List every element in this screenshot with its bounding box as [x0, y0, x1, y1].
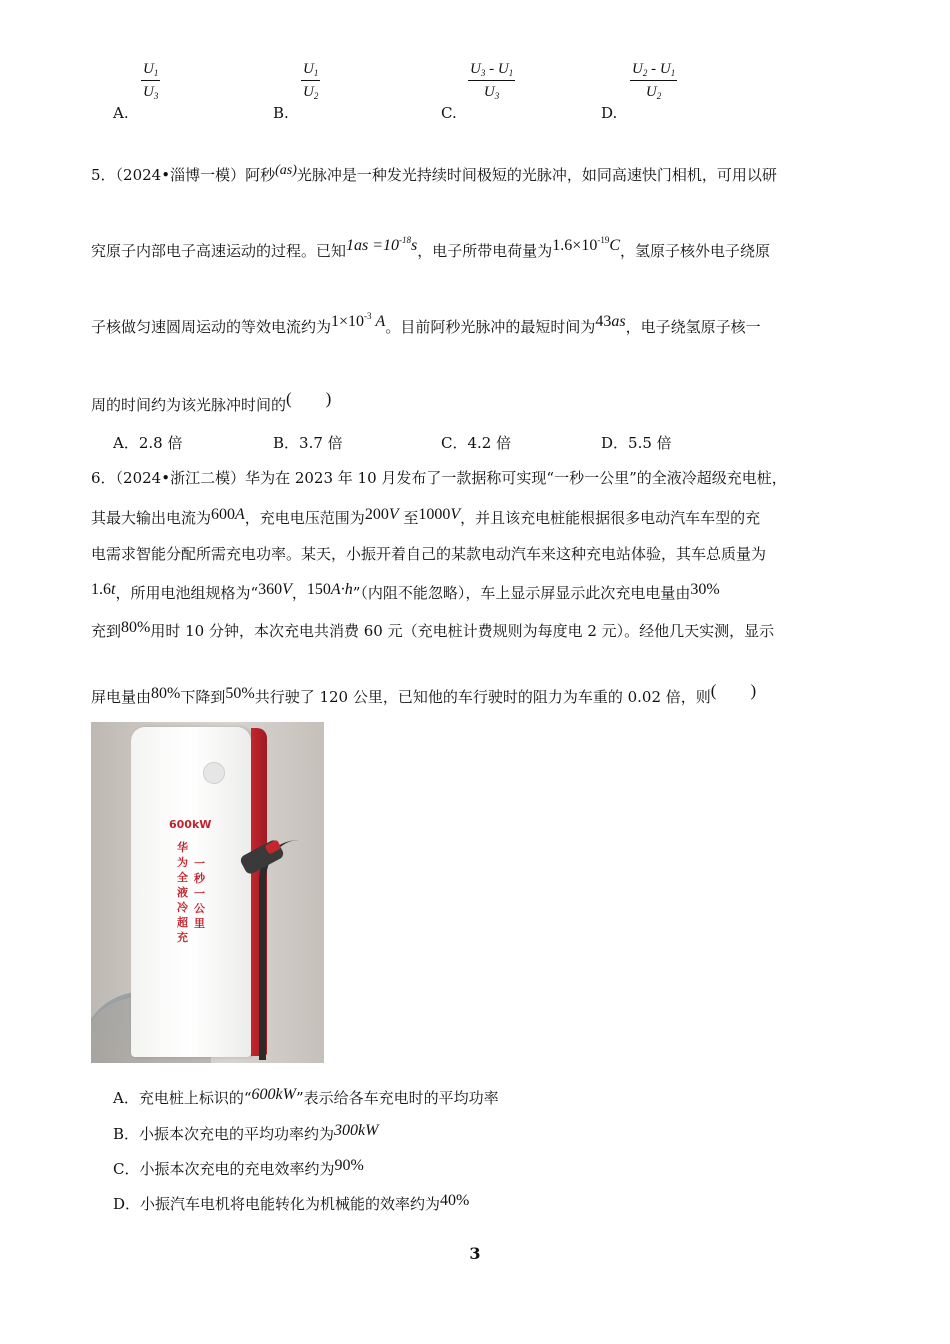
q4-option-d-label: D.	[601, 104, 618, 122]
q6-option-b: B．小振本次充电的平均功率约为300kW	[113, 1122, 379, 1143]
q6-option-d: D．小振汽车电机将电能转化为机械能的效率约为40%	[113, 1192, 470, 1213]
q4-option-a-label: A.	[113, 104, 129, 122]
q6-line-2: 其最大输出电流为600A，充电电压范围为200V 至1000V，并且该充电桩能根据很多电动汽车车型的充	[91, 506, 761, 527]
charging-pile-body	[131, 727, 251, 1057]
pile-slogan-2: 一秒一公里	[194, 857, 205, 930]
q4-option-d-fraction: $U_2 - U_1$ $U_2$	[632, 61, 676, 101]
q6-line-5: 充到80%用时 10 分钟，本次充电共消费 60 元（充电桩计费规则为每度电 2 元）。经他几天实测，显示	[91, 619, 775, 640]
q5-option-c: C．4.2 倍	[441, 434, 512, 452]
huawei-logo-icon	[203, 762, 225, 784]
pile-slogan-1: 华为全液冷超充	[177, 841, 188, 944]
q6-option-c: C．小振本次充电的充电效率约为90%	[113, 1157, 364, 1178]
q6-line-4: 1.6t，所用电池组规格为“360V，150A·h”（内阻不能忽略），车上显示屏显示此次充电电量由30%	[91, 581, 720, 602]
q4-option-c-label: C.	[441, 104, 457, 122]
q5-option-a: A．2.8 倍	[113, 434, 183, 452]
q4-option-b-label: B.	[273, 104, 289, 122]
q5-line-1: 5．（2024•淄博一模）阿秒$^{(as)}$光脉冲是一种发光持续时间极短的光脉冲，如同高速快门相机，可用以研	[91, 163, 777, 184]
q5-line-4: 周的时间约为该光脉冲时间的( )	[91, 389, 332, 414]
charging-cable	[259, 840, 324, 1060]
pile-power-label: 600kW	[169, 818, 212, 831]
q4-option-c-fraction: $U_3 - U_1$ $U_3$	[470, 61, 514, 101]
q5-option-d: D．5.5 倍	[601, 434, 672, 452]
q5-option-b: B．3.7 倍	[273, 434, 343, 452]
charging-pile-photo	[91, 722, 324, 1063]
q5-line-2: 究原子内部电子高速运动的过程。已知$1as =10^{-18}s$，电子所带电荷量为$1.6\times 10^{-19}C$，氢原子核外电子绕原	[91, 235, 771, 260]
page-number: 3	[469, 1244, 481, 1263]
q6-line-1: 6．（2024•浙江二模）华为在 2023 年 10 月发布了一款据称可实现“一秒一公里”的全液冷超级充电桩，	[91, 469, 787, 487]
q4-option-b-fraction: $U_1$ $U_2$	[303, 61, 319, 101]
q5-line-3: 子核做匀速圆周运动的等效电流约为$1\times 10^{-3}$ A。目前阿秒光脉冲的最短时间为43as，电子绕氢原子核一	[91, 311, 761, 336]
q6-line-6: 屏电量由80%下降到50%共行驶了 120 公里，已知他的车行驶时的阻力为车重的 0.02 倍，则( )	[91, 681, 757, 706]
q6-line-3: 电需求智能分配所需充电功率。某天，小振开着自己的某款电动汽车来这种充电站体验，其车总质量为	[91, 545, 767, 563]
q4-option-a-fraction: $U_1$ $U_3$	[143, 61, 159, 101]
q6-option-a: A．充电桩上标识的“600kW”表示给各车充电时的平均功率	[113, 1086, 499, 1107]
